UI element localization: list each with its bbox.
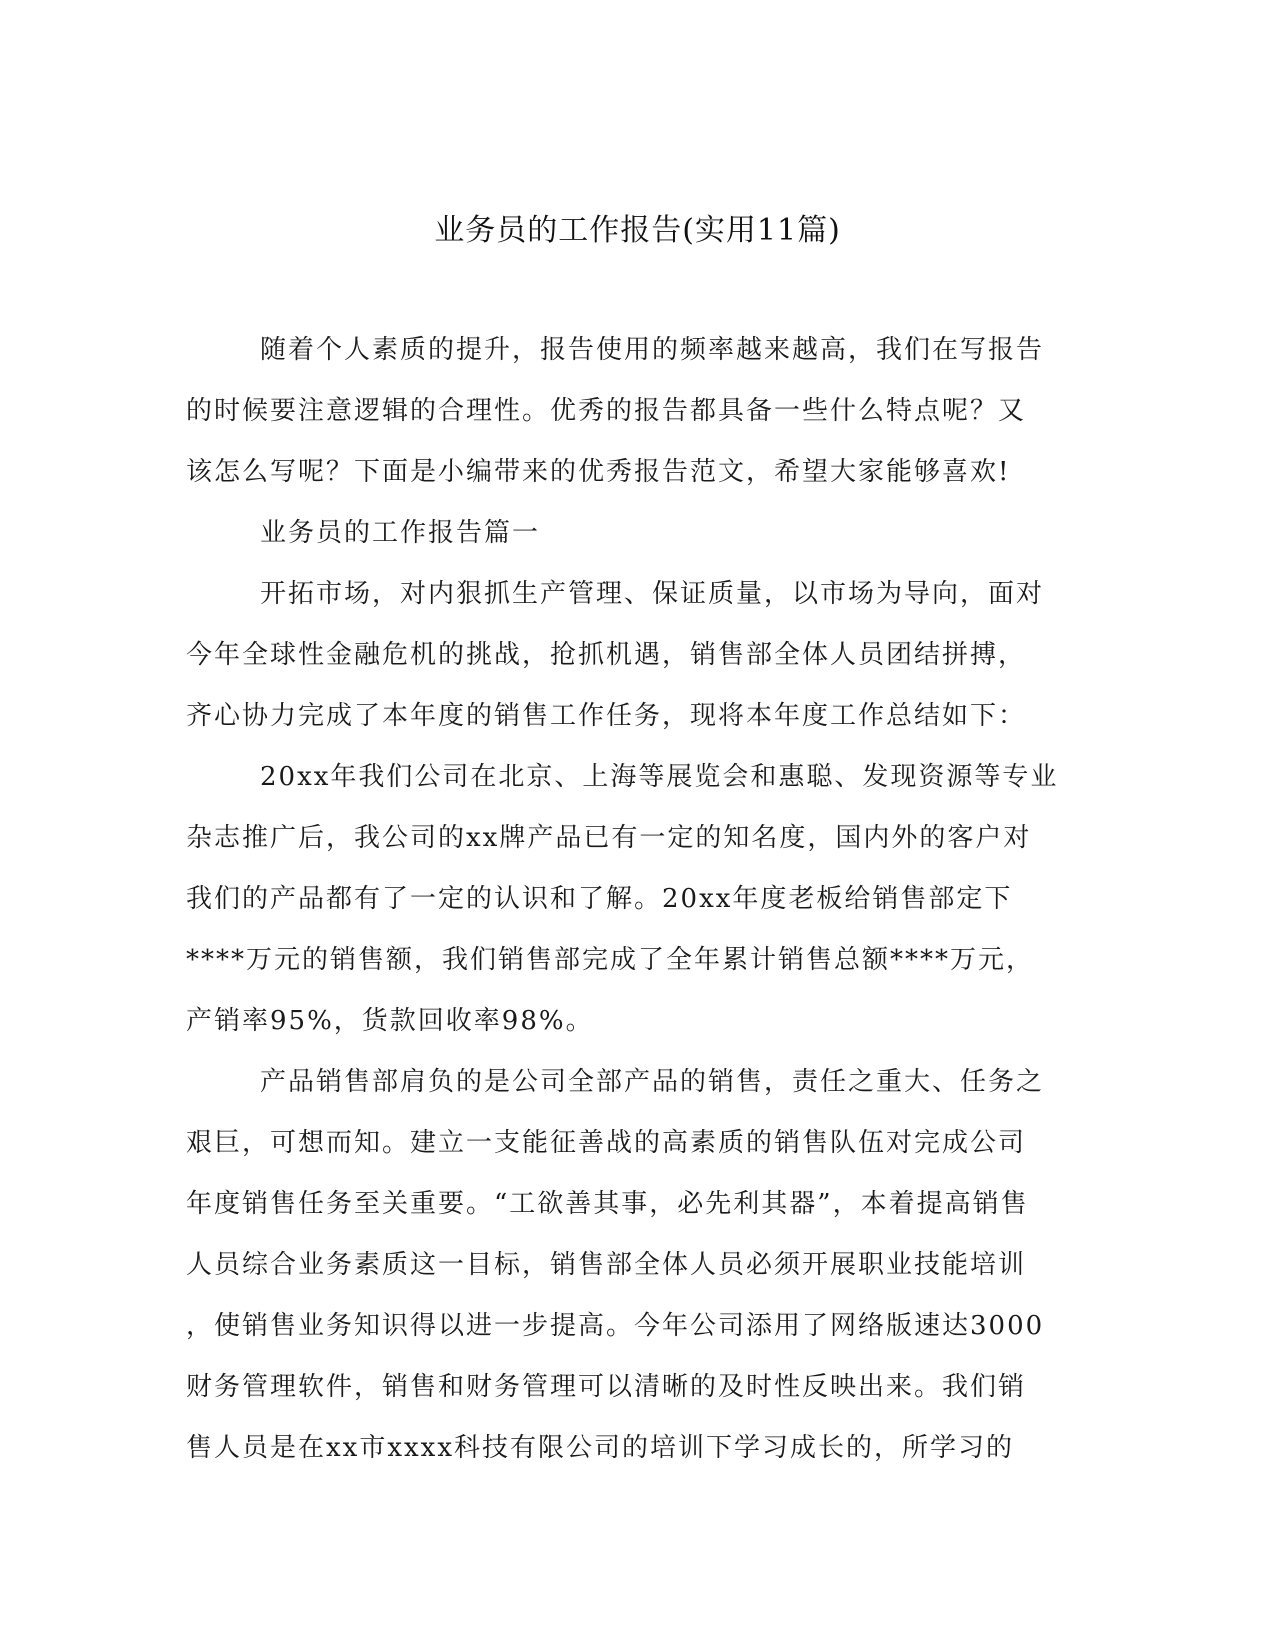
paragraph-line: 杂志推广后，我公司的xx牌产品已有一定的知名度，国内外的客户对 [186, 823, 1032, 853]
paragraph-line: 年度销售任务至关重要。“工欲善其事，必先利其器”，本着提高销售 [186, 1189, 1029, 1219]
paragraph-line: 的时候要注意逻辑的合理性。优秀的报告都具备一些什么特点呢？又 [186, 396, 1027, 426]
paragraph-line: 今年全球性金融危机的挑战，抢抓机遇，销售部全体人员团结拼搏， [186, 640, 1027, 670]
paragraph-line: 齐心协力完成了本年度的销售工作任务，现将本年度工作总结如下： [186, 701, 1027, 731]
paragraph-line: 财务管理软件，销售和财务管理可以清晰的及时性反映出来。我们销 [186, 1372, 1027, 1402]
paragraph-line: ，使销售业务知识得以进一步提高。今年公司添用了网络版速达3000 [186, 1311, 1045, 1341]
document-title: 业务员的工作报告(实用11篇) [434, 213, 841, 248]
paragraph-line: 该怎么写呢？下面是小编带来的优秀报告范文，希望大家能够喜欢! [186, 457, 1011, 487]
paragraph-line: 艰巨，可想而知。建立一支能征善战的高素质的销售队伍对完成公司 [186, 1128, 1027, 1158]
paragraph-line: 产品销售部肩负的是公司全部产品的销售，责任之重大、任务之 [260, 1067, 1045, 1097]
paragraph-line: 产销率95%，货款回收率98%。 [186, 1006, 594, 1036]
paragraph-line: 开拓市场，对内狠抓生产管理、保证质量，以市场为导向，面对 [260, 579, 1045, 609]
paragraph-line: ****万元的销售额，我们销售部完成了全年累计销售总额****万元， [186, 945, 1035, 975]
paragraph-line: 20xx年我们公司在北京、上海等展览会和惠聪、发现资源等专业 [260, 762, 1059, 792]
paragraph-line: 我们的产品都有了一定的认识和了解。20xx年度老板给销售部定下 [186, 884, 1013, 914]
paragraph-line: 随着个人素质的提升，报告使用的频率越来越高，我们在写报告 [260, 335, 1045, 365]
paragraph-line: 人员综合业务素质这一目标，销售部全体人员必须开展职业技能培训 [186, 1250, 1027, 1280]
document-body [186, 320, 1086, 1479]
paragraph-line: 售人员是在xx市xxxx科技有限公司的培训下学习成长的，所学习的 [186, 1433, 1014, 1463]
section-heading: 业务员的工作报告篇一 [260, 518, 541, 548]
